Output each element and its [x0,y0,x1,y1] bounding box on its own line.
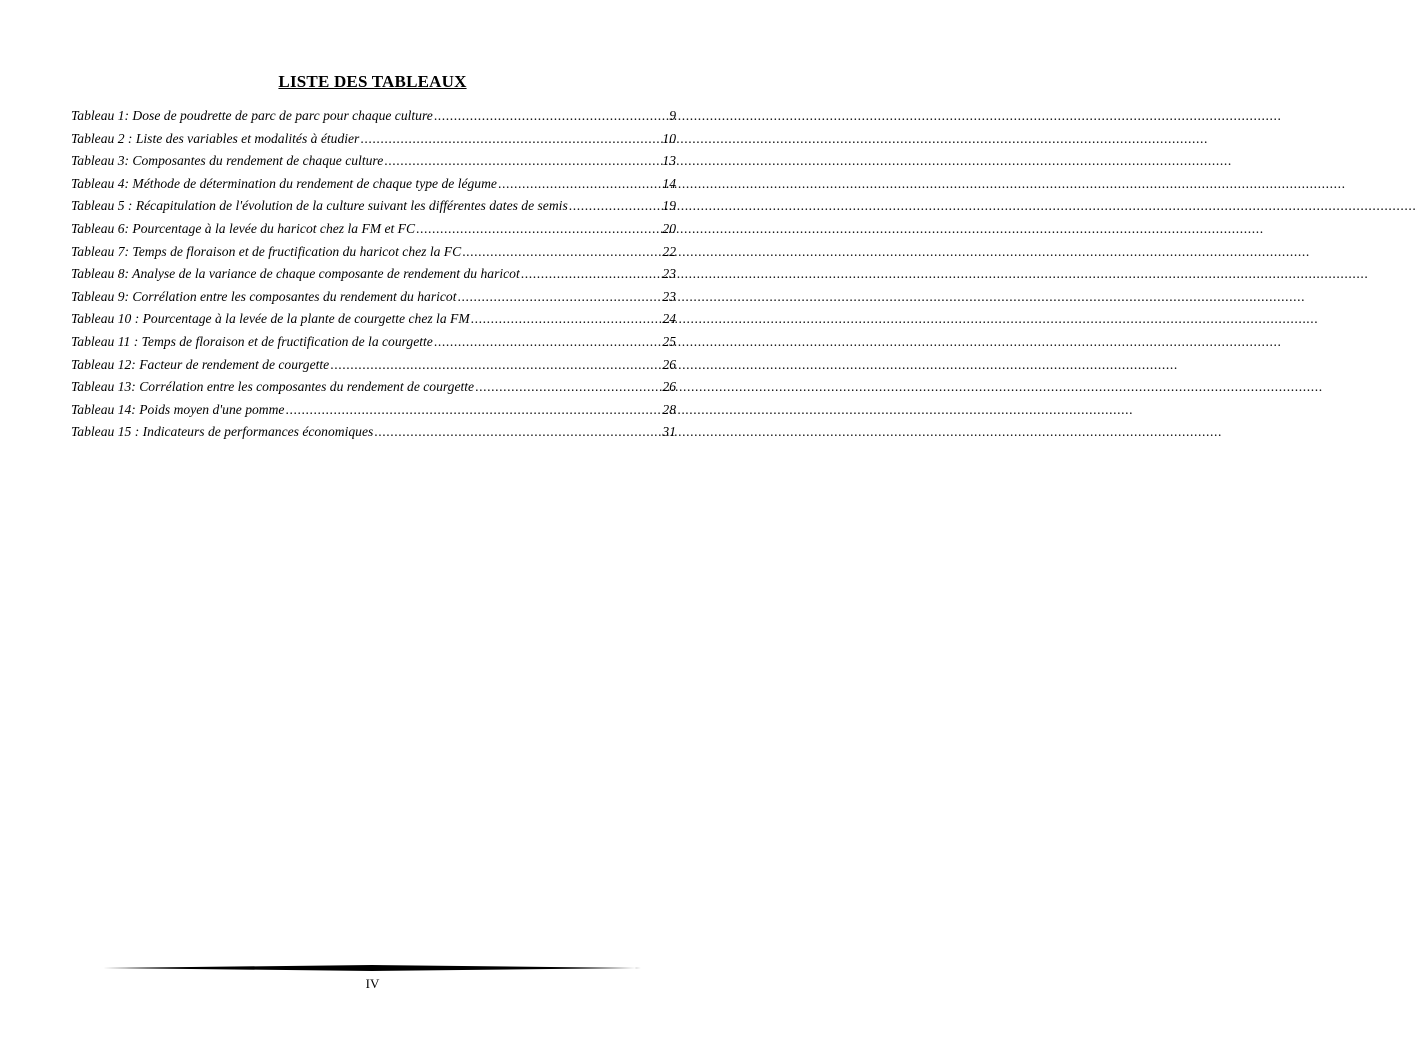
dot-leader [374,424,661,440]
dot-leader [330,357,661,373]
dot-leader [416,221,661,237]
toc-entry-page: 24 [662,311,676,327]
toc-entry-page: 25 [662,333,676,349]
toc-entry[interactable] [71,198,676,221]
toc-entry-page: 26 [662,379,676,395]
toc-entry-label: Tableau 10 : Pourcentage à la levée de la plante de courgette chez la FM [71,311,470,327]
toc-entry-label: Tableau 8: Analyse de la variance de chaque composante de rendement du haricot [71,266,520,282]
dot-leader [360,131,661,147]
toc-entry-label: Tableau 7: Temps de floraison et de fructification du haricot chez la FC [71,243,462,259]
toc-entry-label: Tableau 5 : Récapitulation de l'évolution de la culture suivant les différentes dates de semis [71,198,568,214]
toc-entry[interactable] [71,402,676,425]
dot-leader [462,244,661,260]
toc-entry-label: Tableau 11 : Temps de floraison et de fructification de la courgette [71,333,433,349]
dot-leader [521,266,662,282]
toc-entry-page: 26 [662,356,676,372]
toc-entry-label: Tableau 15 : Indicateurs de performances économiques [71,424,374,440]
table-of-tables [71,108,676,447]
toc-entry[interactable] [71,379,676,402]
toc-entry-page: 23 [662,288,676,304]
toc-entry[interactable] [71,357,676,380]
toc-entry-page: 13 [662,153,676,169]
page-title: LISTE DES TABLEAUX [278,72,467,91]
toc-entry[interactable] [71,244,676,267]
toc-entry-label: Tableau 6: Pourcentage à la levée du haricot chez la FM et FC [71,220,416,236]
toc-entry-label: Tableau 9: Corrélation entre les composantes du rendement du haricot [71,288,457,304]
toc-entry-label: Tableau 12: Facteur de rendement de courgette [71,356,330,372]
dot-leader [285,402,661,418]
toc-entry[interactable] [71,131,676,154]
toc-entry-page: 23 [662,266,676,282]
page-number: IV [365,976,380,991]
toc-entry[interactable] [71,334,676,357]
toc-entry[interactable] [71,108,676,131]
toc-entry-label: Tableau 1: Dose de poudrette de parc de parc pour chaque culture [71,108,433,123]
toc-entry-page: 20 [662,220,676,236]
toc-entry-page: 28 [662,401,676,417]
toc-entry-label: Tableau 2 : Liste des variables et modalités à étudier [71,130,360,146]
toc-entry[interactable] [71,176,676,199]
toc-entry[interactable] [71,266,676,289]
dot-leader [434,334,662,350]
toc-entry[interactable] [71,311,676,334]
toc-entry-page: 31 [662,424,676,440]
toc-entry[interactable] [71,153,676,176]
footer-rule [103,964,641,972]
dot-leader [471,311,662,327]
dot-leader [458,289,662,305]
toc-entry-label: Tableau 13: Corrélation entre les composantes du rendement de courgette [71,379,475,395]
dot-leader [569,198,662,214]
toc-entry-page: 22 [662,243,676,259]
dot-leader [498,176,661,192]
toc-entry-page: 9 [669,108,676,123]
toc-entry-page: 19 [662,198,676,214]
toc-entry-label: Tableau 14: Poids moyen d'une pomme [71,401,285,417]
toc-entry-label: Tableau 4: Méthode de détermination du rendement de chaque type de légume [71,175,497,191]
dot-leader [475,379,661,395]
toc-entry[interactable] [71,424,676,447]
toc-entry-page: 14 [662,175,676,191]
toc-entry-page: 10 [662,130,676,146]
toc-entry[interactable] [71,221,676,244]
toc-entry[interactable] [71,289,676,312]
dot-leader [384,153,661,169]
toc-entry-label: Tableau 3: Composantes du rendement de chaque culture [71,153,384,169]
dot-leader [434,108,668,124]
